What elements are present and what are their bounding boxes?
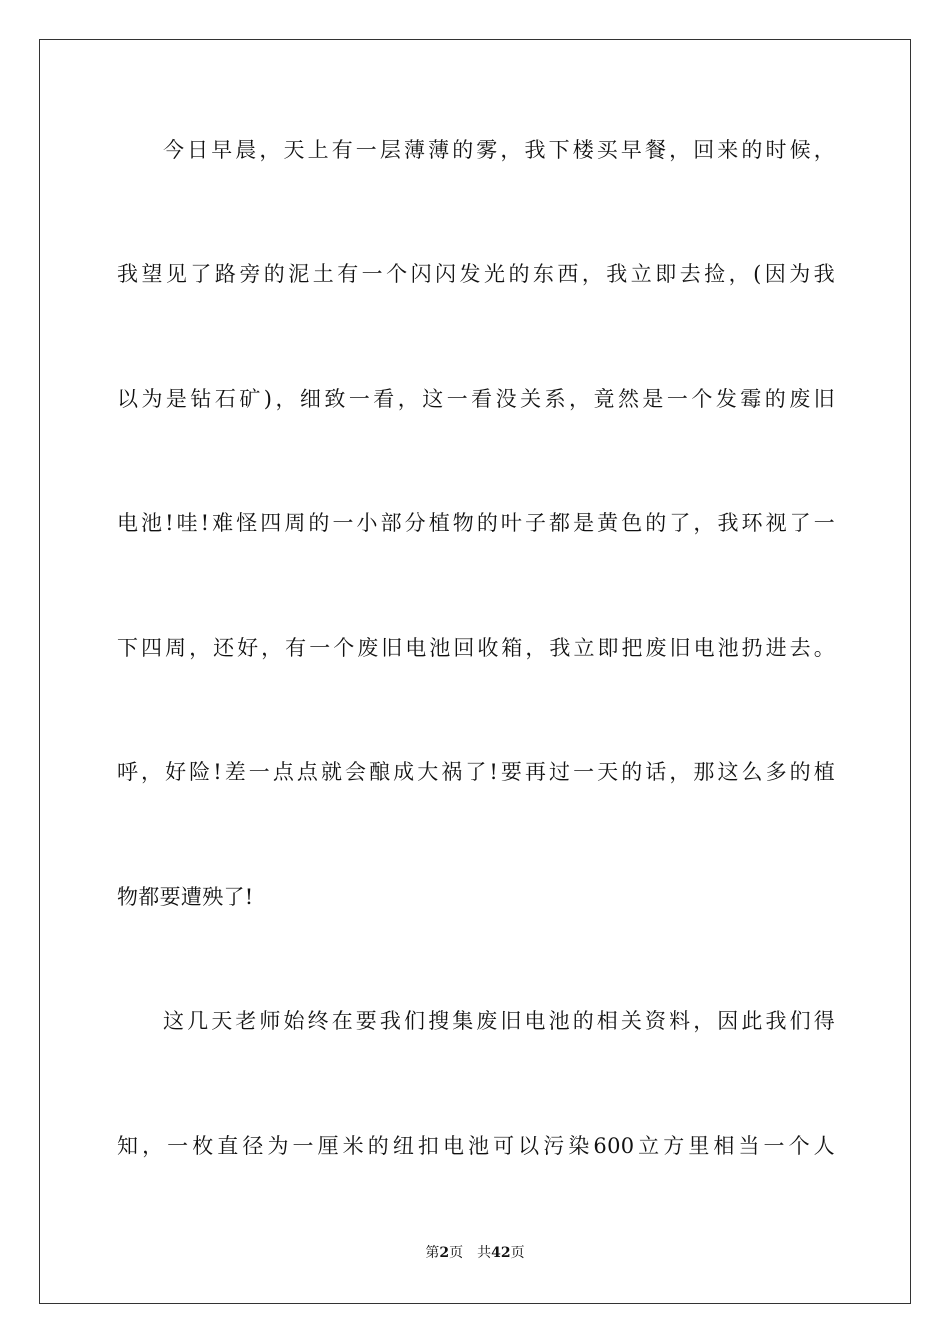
paragraph-1-line-5: 下四周，还好，有一个废旧电池回收箱，我立即把废旧电池扔进去。 [117,636,835,660]
footer-page-suffix: 页 [449,1245,464,1261]
footer-page-prefix: 第 [425,1245,440,1261]
page-border [39,39,911,1304]
paragraph-1-line-4: 电池!哇!难怪四周的一小部分植物的叶子都是黄色的了，我环视了一 [117,511,835,535]
footer-total-prefix: 共 [477,1245,492,1261]
footer-page-number: 2 [439,1245,450,1261]
paragraph-1-line-6: 呼，好险!差一点点就会酿成大祸了!要再过一天的话，那这么多的植 [117,760,835,784]
page-footer [0,1243,950,1263]
paragraph-1-line-2: 我望见了路旁的泥土有一个闪闪发光的东西，我立即去捡，(因为我 [117,262,835,286]
footer-total-pages: 42 [491,1245,511,1261]
paragraph-2-line-1: 这几天老师始终在要我们搜集废旧电池的相关资料，因此我们得 [163,1009,835,1033]
paragraph-1-line-7: 物都要遭殃了! [117,885,254,909]
paragraph-1-line-1: 今日早晨，天上有一层薄薄的雾，我下楼买早餐，回来的时候， [163,138,835,162]
footer-total-suffix: 页 [510,1245,525,1261]
paragraph-2-line-2: 知，一枚直径为一厘米的纽扣电池可以污染600立方里相当一个人 [117,1134,835,1158]
paragraph-1-line-3: 以为是钻石矿)，细致一看，这一看没关系，竟然是一个发霉的废旧 [117,387,835,411]
